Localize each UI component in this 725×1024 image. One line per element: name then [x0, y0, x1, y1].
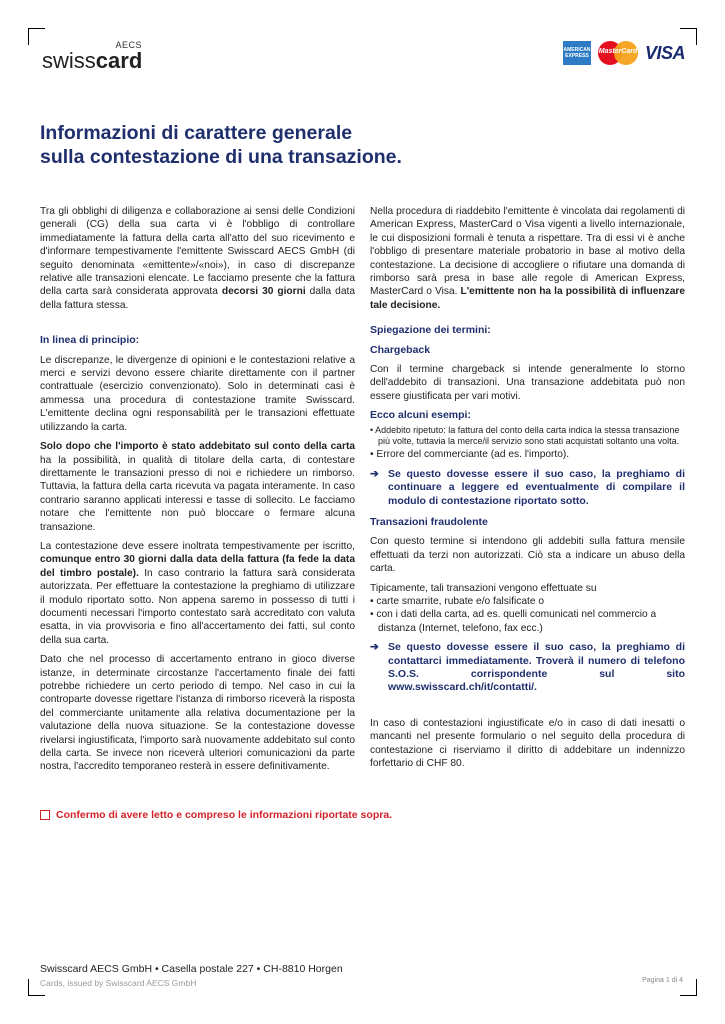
- card-brand-logos: [563, 40, 685, 66]
- principle-heading: In linea di principio:: [40, 334, 140, 347]
- footer: [40, 963, 343, 988]
- page-title: [40, 121, 600, 169]
- logo-swiss: swiss: [42, 48, 96, 73]
- chargeback-rights-paragraph: Solo dopo che l'importo è stato addebitato sul conto della carta ha la possibilità, in qualità di titolare della carta, di contestare direttamente le transazioni presso di noi e richiedere un rimborso. Tuttavia, la fattura della carta ricevuta va pagata interamente. In caso contrario saranno applicati interessi e tasse di sollecito. Le facciamo notare che l'emittente non può bloccare o fermare alcuna transazione.: [40, 441, 355, 533]
- terms-heading: Spiegazione dei termini:: [370, 324, 491, 337]
- fraud-paragraph: Con questo termine si intendono gli addebiti sulla fattura mensile effettuati da terzi non autorizzati. Ciò sta a indicare un abuso della carta.: [370, 536, 685, 575]
- examples-heading: Ecco alcuni esempi:: [370, 409, 471, 422]
- arrow-right-icon: ➔: [370, 467, 379, 480]
- visa-logo: VISA: [644, 42, 685, 63]
- examples-list: [370, 425, 685, 449]
- procedure-paragraph: Nella procedura di riaddebito l'emittente è vincolata dai regolamenti di American Express, MasterCard o Visa vigenti a livello internazionale, le cui disposizioni formali è tenuta a rispettare. Tra di essi vi è anche l'obbligo di presentare materiale probatorio in base al motivo della contestazione. La decisione di accogliere o rifiutare una domanda di rimborso sarà presa in base alle regole di American Express, MasterCard o Visa. L'emittente non ha la possibilità di influenzare tale decisione.: [370, 206, 685, 311]
- process-paragraph: Dato che nel processo di accertamento entrano in gioco diverse istanze, in determinate circostanze l'accertamento finale dei fatti potrebbe richiedere un certo periodo di tempo. Nel caso in cui la controparte dovesse rigettare l'istanza di rimborso riceverà la risposta del commerciante unitamente alla relativa documentazione per la valutazione della nuova situazione. Se la contestazione dovesse rivelarsi ingiustificata, l'importo sarà nuovamente addebitato sul conto della carta. Se invece non riceverà ulteriori comunicazioni da parte nostra, l'accredito temporaneo resterà in essere definitivamente.: [40, 654, 355, 773]
- page-number: Pagina 1 di 4: [642, 977, 683, 984]
- list-item: • Errore del commerciante (ad es. l'importo).: [370, 449, 570, 461]
- fraud-list: [370, 595, 685, 635]
- fraud-heading: Transazioni fraudolente: [370, 515, 488, 528]
- logo-wordmark: [42, 50, 142, 72]
- typical-paragraph: Tipicamente, tali transazioni vengono effettuate su: [370, 582, 597, 594]
- logo-aecs: AECS: [115, 40, 142, 50]
- chargeback-paragraph: Con il termine chargeback si intende generalmente lo storno dell'addebito di transazioni. Una transazione addebitata può non essere giustificata per vari motivi.: [370, 364, 685, 402]
- list-item: • Addebito ripetuto: la fattura del conto della carta indica la stessa transazione più volte, tuttavia la merce/il servizio sono stati acquistati soltanto una volta.: [370, 424, 680, 447]
- confirm-checkbox-row[interactable]: [40, 809, 392, 821]
- examples-list-2: [370, 448, 685, 461]
- final-paragraph: In caso di contestazioni ingiustificate e/o in caso di dati inesatti o mancanti nel presente formulario o nel seguito della procedura di contestazione ci riserviamo il diritto di addebitare un indennizzo forfettario di CHF 80.: [370, 717, 685, 769]
- list-item: • carte smarrite, rubate e/o falsificate o: [370, 595, 544, 607]
- note-continue: ➔ Se questo dovesse essere il suo caso, la preghiamo di continuare a leggere ed eventualmente di compilare il modulo di contestazione riportato sotto.: [370, 467, 685, 507]
- logo-card: card: [95, 48, 143, 73]
- title-line-1: Informazioni di carattere generale: [40, 122, 353, 144]
- amex-logo: AMERICAN EXPRESS: [563, 41, 591, 65]
- deadline-paragraph: La contestazione deve essere inoltrata tempestivamente per iscritto, comunque entro 30 giorni dalla data della fattura (fa fede la data del timbro postale). In caso contrario la fattura sarà considerata autorizzata. Per effettuare la contestazione la preghiamo di utilizzare il modulo riportato sotto. Non appena saremo in possesso di tutti i documenti necessari l'importo contestato sarà accreditato con valuta esatta, in via provvisoria e fino all'accertamento dei fatti, sul conto della sua carta.: [40, 540, 355, 646]
- confirm-checkbox[interactable]: [40, 810, 50, 820]
- arrow-right-icon: ➔: [370, 641, 379, 654]
- mastercard-label: MasterCard: [598, 48, 638, 55]
- left-column: [40, 205, 355, 780]
- right-column: [370, 205, 685, 776]
- note-contact: ➔ Se questo dovesse essere il suo caso, la preghiamo di contattarci immediatamente. Troverà il numero di telefono S.O.S. corrispondente sul sito www.swisscard.ch/it/contatti/.: [370, 641, 685, 694]
- title-line-2: sulla contestazione di una transazione.: [40, 146, 402, 168]
- principle-paragraph: Le discrepanze, le divergenze di opinioni e le contestazioni relative a merci e servizi devono essere chiarite direttamente con il partner contrattuale (esercizio convenzionato). Solo in determinati casi è ammessa una procedura di contestazione tramite Swisscard. L'emittente declina ogni responsabilità per le transazioni effettuate utilizzando la carta.: [40, 354, 355, 433]
- list-item: • con i dati della carta, ad es. quelli comunicati nel commercio a distanza (Internet, telefono, fax ecc.): [370, 609, 657, 634]
- confirm-label: Confermo di avere letto e compreso le informazioni riportate sopra.: [56, 809, 393, 821]
- mastercard-logo: [596, 40, 640, 66]
- chargeback-heading: Chargeback: [370, 343, 431, 356]
- footer-address: Swisscard AECS GmbH • Casella postale 227 • CH-8810 Horgen: [40, 963, 343, 975]
- footer-issued: Cards, issued by Swisscard AECS GmbH: [40, 978, 197, 988]
- intro-paragraph: Tra gli obblighi di diligenza e collaborazione ai sensi delle Condizioni generali (CG) della sua carta vi è l'obbligo di controllare immediatamente la fattura della carta all'atto del suo ricevimento e d'informare tempestivamente l'emittente Swisscard AECS GmbH (di seguito denominata «emittente»/«noi»), in caso di discrepanze relative alle transazioni elencate. Le facciamo presente che la fattura della carta sarà considerata approvata decorsi 30 giorni dalla data della fattura stessa.: [40, 206, 355, 311]
- swisscard-logo: [42, 40, 142, 72]
